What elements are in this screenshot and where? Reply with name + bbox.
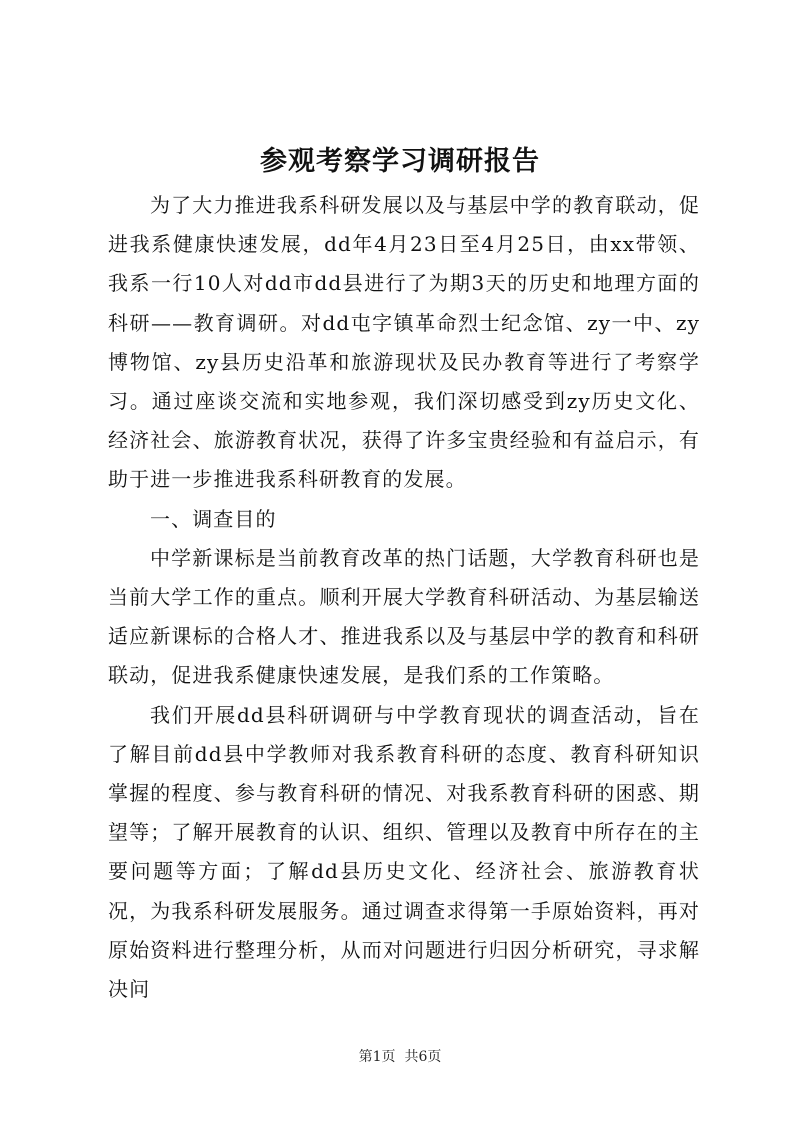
section-heading-purpose: 一、调查目的 bbox=[150, 506, 277, 531]
paragraph-purpose-1: 中学新课标是当前教育改革的热门话题，大学教育科研也是当前大学工作的重点。顺利开展大学教育科研活动、为基层输送适应新课标的合格人才、推进我系以及与基层中学的教育和科研联动，促进我系健康快速发展，是我们系的工作策略。 bbox=[108, 545, 700, 688]
document-title: 参观考察学习调研报告 bbox=[260, 146, 540, 177]
paragraph-intro: 为了大力推进我系科研发展以及与基层中学的教育联动，促进我系健康快速发展，dd年4月23日至4月25日，由xx带领、我系一行10人对dd市dd县进行了为期3天的历史和地理方面的科研——教育调研。对dd屯字镇革命烈士纪念馆、zy一中、zy博物馆、zy县历史沿革和旅游现状及民办教育等进行了考察学习。通过座谈交流和实地参观，我们深切感受到zy历史文化、经济社会、旅游教育状况，获得了许多宝贵经验和有益启示，有助于进一步推进我系科研教育的发展。 bbox=[108, 193, 700, 492]
page-total: 共6页 bbox=[404, 1049, 442, 1065]
page-footer bbox=[0, 1047, 800, 1067]
page-number: 第1页 bbox=[358, 1049, 396, 1065]
paragraph-purpose-2: 我们开展dd县科研调研与中学教育现状的调查活动，旨在了解目前dd县中学教师对我系教育科研的态度、教育科研知识掌握的程度、参与教育科研的情况、对我系教育科研的困惑、期望等；了解开展教育的认识、组织、管理以及教育中所存在的主要问题等方面；了解dd县历史文化、经济社会、旅游教育状况，为我系科研发展服务。通过调查求得第一手原始资料，再对原始资料进行整理分析，从而对问题进行归因分析研究，寻求解决问 bbox=[108, 702, 700, 1002]
document-body bbox=[108, 186, 700, 1009]
